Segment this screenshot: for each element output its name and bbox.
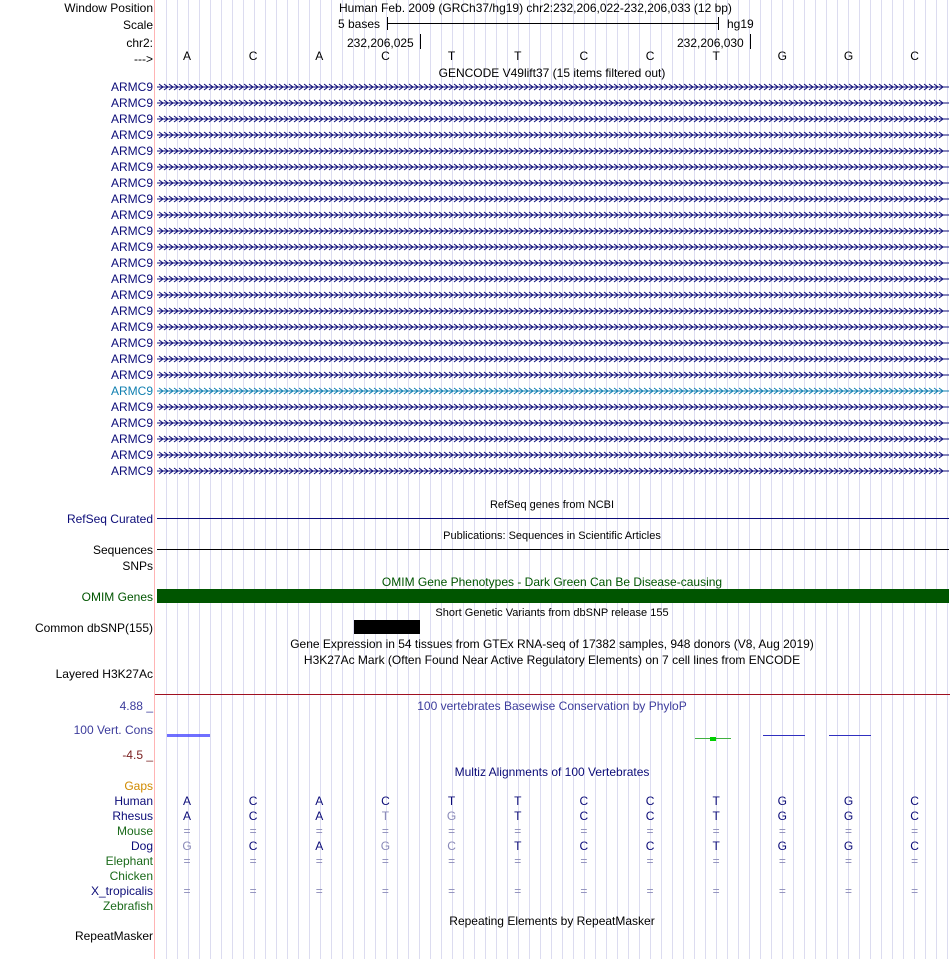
gencode-transcript-row[interactable]	[0, 144, 950, 160]
omim-feature-bar[interactable]	[157, 589, 949, 603]
multiz-base: G	[182, 839, 192, 853]
multiz-base: =	[712, 884, 720, 898]
gencode-gene-label[interactable]: ARMC9	[110, 432, 153, 446]
sequence-base: T	[514, 49, 522, 63]
multiz-base: A	[182, 794, 191, 808]
sequence-base: C	[579, 49, 589, 63]
multiz-base: C	[645, 809, 655, 823]
multiz-base: A	[315, 809, 324, 823]
gencode-gene-label[interactable]: ARMC9	[110, 176, 153, 190]
multiz-base: T	[514, 839, 522, 853]
sequence-base: T	[712, 49, 720, 63]
sequence-base: C	[910, 49, 919, 63]
gencode-gene-label[interactable]: ARMC9	[110, 240, 153, 254]
multiz-base: G	[380, 839, 391, 853]
multiz-base: =	[381, 884, 389, 898]
gencode-gene-label[interactable]: ARMC9	[110, 160, 153, 174]
scale-value: 5 bases	[338, 17, 381, 31]
phylop-min-label: -4.5 _	[122, 748, 153, 762]
gencode-transcript-row[interactable]	[0, 240, 950, 256]
gencode-transcript-row[interactable]	[0, 368, 950, 384]
multiz-base: C	[910, 794, 919, 808]
refseq-track-label[interactable]: RefSeq Curated	[66, 512, 153, 526]
h3k27ac-track-label[interactable]: Layered H3K27Ac	[55, 667, 153, 681]
refseq-track-line	[157, 518, 949, 519]
gencode-gene-label[interactable]: ARMC9	[110, 368, 153, 382]
phylop-signal-4	[829, 735, 871, 736]
gencode-gene-label[interactable]: ARMC9	[110, 96, 153, 110]
multiz-base: =	[778, 854, 786, 868]
multiz-base: C	[447, 839, 456, 853]
gencode-transcript-row[interactable]	[0, 320, 950, 336]
multiz-base: G	[777, 839, 788, 853]
gencode-transcript-row[interactable]	[0, 448, 950, 464]
gencode-gene-label[interactable]: ARMC9	[110, 112, 153, 126]
omim-track-title[interactable]: OMIM Gene Phenotypes - Dark Green Can Be Disease-causing	[381, 575, 723, 589]
multiz-base: =	[249, 824, 257, 838]
sequence-base: C	[645, 49, 655, 63]
snps-track-label[interactable]: SNPs	[122, 559, 153, 573]
gencode-transcript-row[interactable]	[0, 160, 950, 176]
multiz-base: A	[315, 839, 324, 853]
multiz-base: T	[514, 809, 522, 823]
window-position-label: Window Position	[64, 1, 153, 15]
gencode-transcript-row[interactable]	[0, 336, 950, 352]
gencode-transcript-row[interactable]	[0, 192, 950, 208]
multiz-base: =	[183, 824, 191, 838]
gencode-transcript-row[interactable]	[0, 256, 950, 272]
multiz-species-label[interactable]: Rhesus	[112, 809, 153, 823]
multiz-base: =	[646, 824, 654, 838]
multiz-base: T	[712, 809, 720, 823]
gencode-transcript-row[interactable]	[0, 304, 950, 320]
gencode-gene-label[interactable]: ARMC9	[110, 320, 153, 334]
chrom-position-1: 232,206,025	[347, 36, 414, 50]
chrom-position-2: 232,206,030	[677, 36, 744, 50]
multiz-base: =	[183, 884, 191, 898]
chrom-position-1-tick	[420, 34, 421, 49]
window-position-value: Human Feb. 2009 (GRCh37/hg19) chr2:232,206,022-232,206,033 (12 bp)	[339, 1, 732, 15]
multiz-base: C	[381, 794, 390, 808]
repeatmasker-track-title[interactable]: Repeating Elements by RepeatMasker	[449, 914, 655, 928]
gencode-transcript-row[interactable]	[0, 352, 950, 368]
multiz-species-label[interactable]: Dog	[130, 839, 153, 853]
publications-track-title[interactable]: Publications: Sequences in Scientific Articles	[443, 530, 661, 542]
dbsnp-track-title[interactable]: Short Genetic Variants from dbSNP release 155	[435, 607, 669, 619]
gencode-transcript-row[interactable]	[0, 400, 950, 416]
multiz-base: =	[315, 884, 323, 898]
phylop-signal-1	[167, 734, 210, 737]
gencode-gene-label[interactable]: ARMC9	[110, 272, 153, 286]
multiz-base: T	[447, 794, 456, 808]
multiz-base: =	[580, 854, 588, 868]
gencode-transcript-row[interactable]	[0, 96, 950, 112]
gencode-transcript-row[interactable]	[0, 80, 950, 96]
refseq-track-title[interactable]: RefSeq genes from NCBI	[489, 499, 615, 511]
multiz-species-label[interactable]: Zebrafish	[102, 899, 153, 913]
multiz-base: =	[249, 884, 257, 898]
multiz-base: G	[843, 809, 854, 823]
gencode-gene-label[interactable]: ARMC9	[110, 256, 153, 270]
dbsnp-variant-block[interactable]	[354, 620, 420, 634]
multiz-base: =	[448, 884, 456, 898]
sequence-base: T	[447, 49, 456, 63]
multiz-base: =	[778, 824, 786, 838]
multiz-species-label[interactable]: Elephant	[105, 854, 153, 868]
gencode-gene-label[interactable]: ARMC9	[110, 192, 153, 206]
multiz-base: =	[580, 824, 588, 838]
multiz-base: =	[514, 824, 522, 838]
gencode-transcript-row[interactable]	[0, 128, 950, 144]
multiz-base: C	[248, 809, 258, 823]
gencode-gene-label[interactable]: ARMC9	[110, 336, 153, 350]
multiz-base: =	[646, 884, 654, 898]
gencode-gene-label[interactable]: ARMC9	[110, 352, 153, 366]
gencode-gene-label[interactable]: ARMC9	[110, 304, 153, 318]
gencode-transcript-row[interactable]	[0, 464, 950, 480]
multiz-base: =	[183, 854, 191, 868]
strand-label: --->	[134, 52, 153, 66]
chrom-label: chr2:	[126, 36, 153, 50]
multiz-base: A	[315, 794, 324, 808]
scale-bar-right-tick	[718, 17, 719, 30]
phylop-max-label: 4.88 _	[119, 699, 153, 713]
gencode-gene-label[interactable]: ARMC9	[110, 400, 153, 414]
multiz-base: T	[712, 839, 720, 853]
phylop-signal-peak	[710, 737, 716, 741]
multiz-base: C	[579, 839, 589, 853]
multiz-base: =	[381, 854, 389, 868]
gencode-gene-label[interactable]: ARMC9	[110, 464, 153, 478]
dbsnp-track-label[interactable]: Common dbSNP(155)	[34, 621, 153, 635]
multiz-base: =	[580, 884, 588, 898]
multiz-base: =	[448, 854, 456, 868]
multiz-base: =	[911, 854, 919, 868]
multiz-base: G	[446, 809, 457, 823]
gencode-gene-label[interactable]: ARMC9	[110, 80, 153, 94]
publications-track-line	[157, 549, 949, 550]
gencode-transcript-row[interactable]	[0, 112, 950, 128]
multiz-base: =	[844, 884, 852, 898]
multiz-base: =	[778, 884, 786, 898]
gencode-gene-label[interactable]: ARMC9	[110, 448, 153, 462]
multiz-base: =	[448, 824, 456, 838]
sequence-base: C	[248, 49, 258, 63]
phylop-track-title[interactable]: 100 vertebrates Basewise Conservation by PhyloP	[417, 699, 687, 713]
gencode-transcript-row[interactable]	[0, 288, 950, 304]
sequence-base: A	[182, 49, 191, 63]
multiz-species-label[interactable]: Chicken	[109, 869, 153, 883]
multiz-species-label[interactable]: X_tropicalis	[90, 884, 153, 898]
scale-db: hg19	[727, 17, 754, 31]
multiz-base: T	[381, 809, 390, 823]
multiz-base: =	[911, 824, 919, 838]
gencode-transcript-row[interactable]	[0, 176, 950, 192]
gencode-transcript-row[interactable]	[0, 432, 950, 448]
multiz-base: =	[514, 884, 522, 898]
gencode-gene-label[interactable]: ARMC9	[110, 144, 153, 158]
multiz-track-title[interactable]: Multiz Alignments of 100 Vertebrates	[454, 765, 650, 779]
h3k27ac-track-title[interactable]: H3K27Ac Mark (Often Found Near Active Regulatory Elements) on 7 cell lines from ENCODE	[303, 653, 801, 667]
multiz-base: =	[712, 854, 720, 868]
scale-label: Scale	[122, 18, 153, 32]
multiz-species-label[interactable]: Mouse	[116, 824, 153, 838]
multiz-base: A	[182, 809, 191, 823]
multiz-species-label[interactable]: Human	[114, 794, 153, 808]
scale-bar	[387, 23, 718, 24]
sequence-base: A	[315, 49, 324, 63]
multiz-base: T	[514, 794, 522, 808]
gencode-transcript-row[interactable]	[0, 416, 950, 432]
gencode-gene-label[interactable]: ARMC9	[110, 384, 153, 398]
multiz-base: T	[712, 794, 720, 808]
gencode-track-title[interactable]: GENCODE V49lift37 (15 items filtered out)	[438, 66, 666, 80]
multiz-base: =	[911, 884, 919, 898]
multiz-base: =	[315, 824, 323, 838]
sequence-base: G	[843, 49, 854, 63]
gencode-transcript-row[interactable]	[0, 384, 950, 400]
multiz-base: C	[248, 839, 258, 853]
multiz-base: G	[843, 839, 854, 853]
multiz-base: G	[777, 794, 788, 808]
multiz-base: C	[645, 839, 655, 853]
gencode-gene-label[interactable]: ARMC9	[110, 416, 153, 430]
gencode-transcript-row[interactable]	[0, 272, 950, 288]
sequence-base: G	[777, 49, 788, 63]
multiz-base: C	[579, 794, 589, 808]
publications-track-label[interactable]: Sequences	[92, 543, 153, 557]
gencode-transcript-row[interactable]	[0, 208, 950, 224]
multiz-base: =	[844, 824, 852, 838]
gtex-track-title[interactable]: Gene Expression in 54 tissues from GTEx RNA-seq of 17382 samples, 948 donors (V8, Aug 2019)	[290, 637, 814, 651]
chrom-position-2-tick	[750, 34, 751, 49]
gencode-gene-label[interactable]: ARMC9	[110, 288, 153, 302]
gencode-gene-label[interactable]: ARMC9	[110, 128, 153, 142]
multiz-base: C	[248, 794, 258, 808]
gaps-label[interactable]: Gaps	[124, 779, 153, 793]
multiz-base: C	[910, 839, 919, 853]
sequence-base: C	[381, 49, 390, 63]
multiz-base: =	[844, 854, 852, 868]
gencode-gene-label[interactable]: ARMC9	[110, 208, 153, 222]
multiz-base: =	[315, 854, 323, 868]
multiz-base: =	[514, 854, 522, 868]
multiz-base: =	[249, 854, 257, 868]
h3k27ac-baseline	[155, 694, 950, 695]
gencode-gene-label[interactable]: ARMC9	[110, 224, 153, 238]
multiz-base: =	[646, 854, 654, 868]
omim-track-label[interactable]: OMIM Genes	[81, 590, 153, 604]
multiz-base: G	[777, 809, 788, 823]
multiz-base: =	[712, 824, 720, 838]
repeatmasker-track-label[interactable]: RepeatMasker	[74, 929, 153, 943]
multiz-base: C	[645, 794, 655, 808]
multiz-base: G	[843, 794, 854, 808]
multiz-base: C	[579, 809, 589, 823]
multiz-base: =	[381, 824, 389, 838]
phylop-signal-3	[763, 735, 805, 736]
multiz-base: C	[910, 809, 919, 823]
gencode-transcript-row[interactable]	[0, 224, 950, 240]
phylop-track-label[interactable]: 100 Vert. Cons	[73, 723, 153, 737]
